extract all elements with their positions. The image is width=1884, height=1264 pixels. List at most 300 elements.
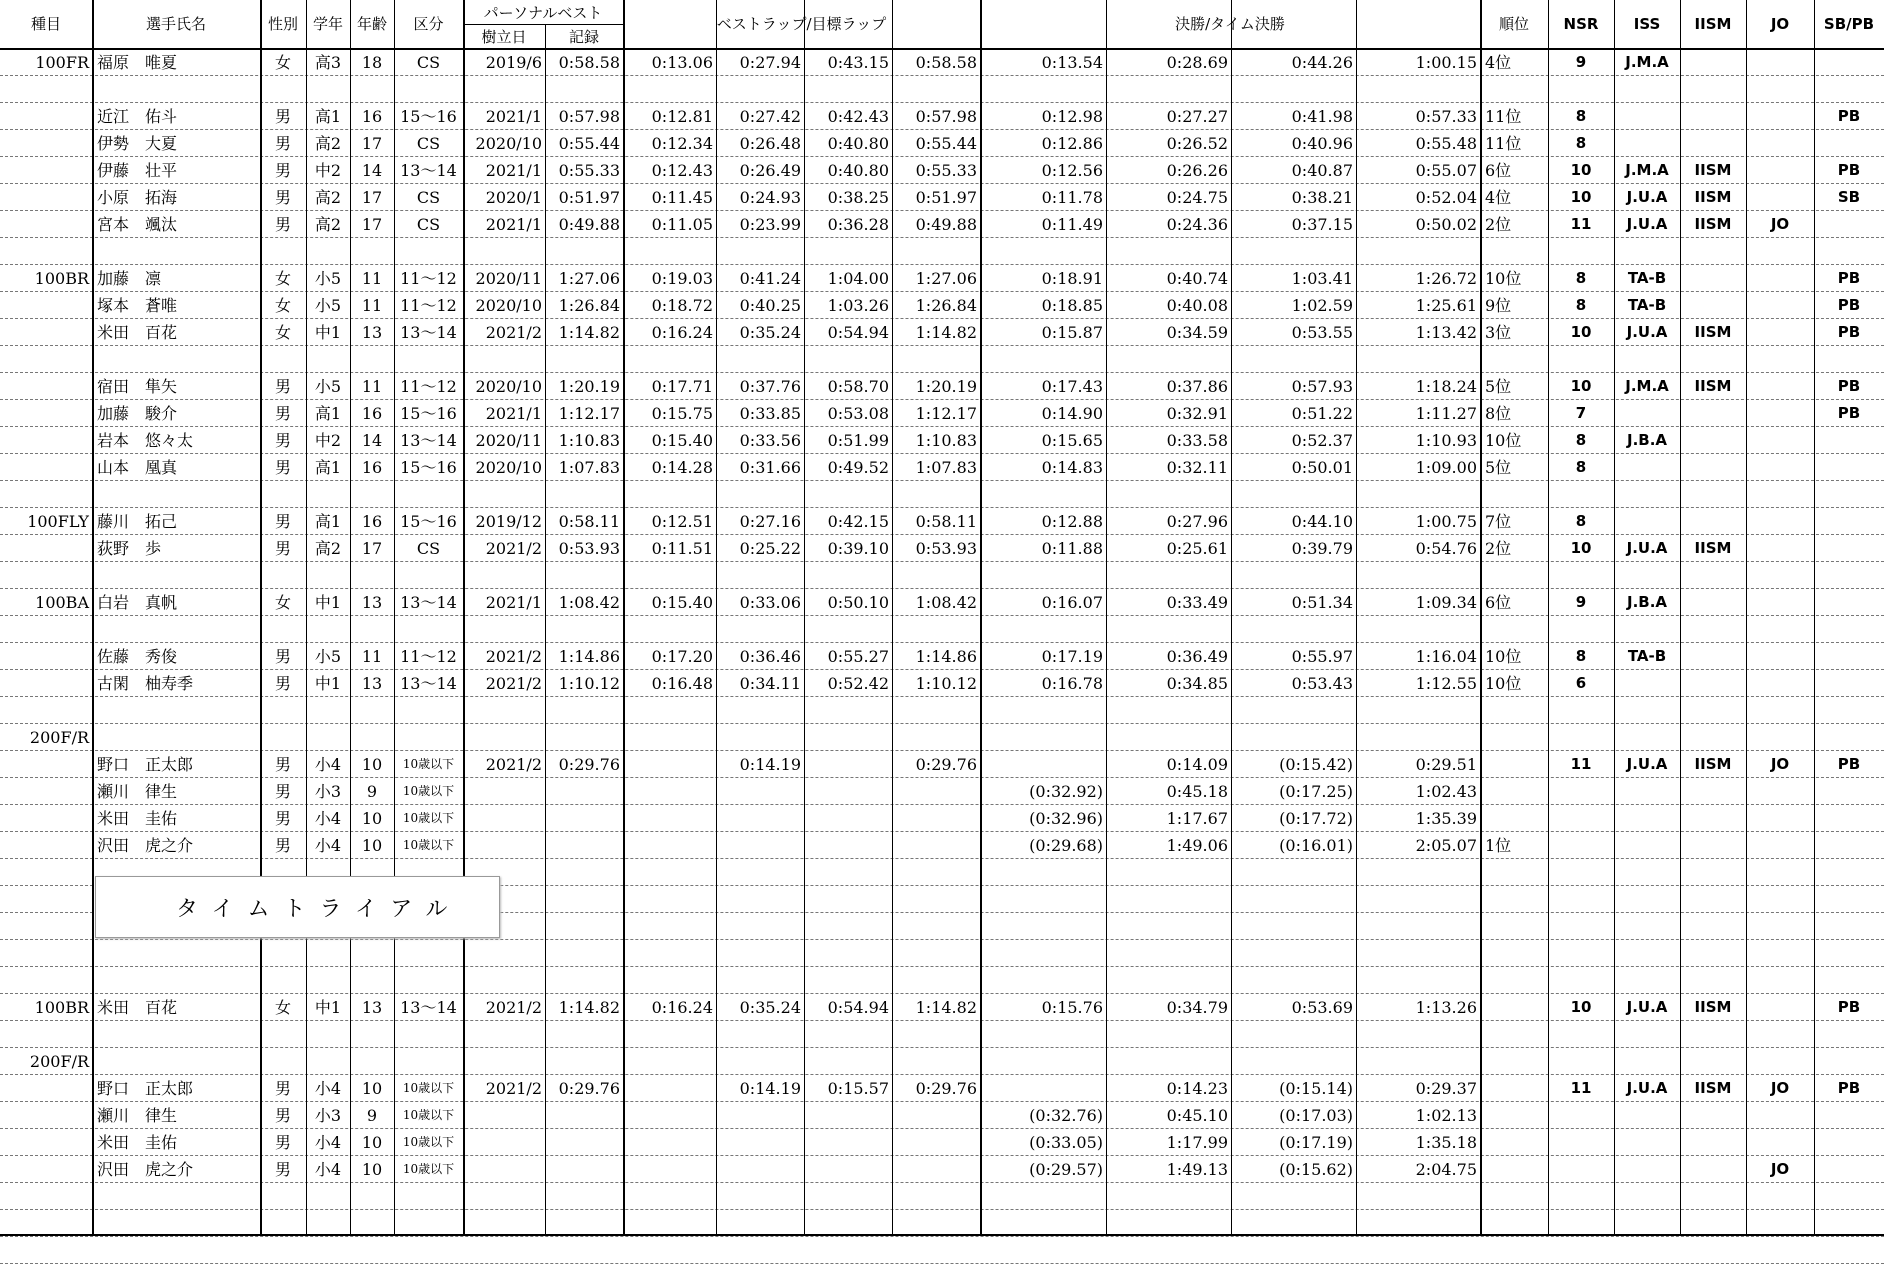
cell-pb-date: 2020/10 — [475, 134, 542, 153]
cell-category: 10歳以下 — [402, 838, 455, 852]
cell-iism: IISM — [1694, 539, 1732, 557]
table-row — [0, 724, 1884, 751]
cell-event — [0, 751, 92, 778]
cell-final-3: 0:53.69 — [1291, 998, 1353, 1017]
cell-jo — [1746, 130, 1814, 157]
cell-jo — [1746, 265, 1814, 292]
cell-name: 小原 拓海 — [97, 188, 178, 207]
cell-nsr — [1548, 805, 1614, 832]
cell-iss: J.M.A — [1625, 53, 1669, 71]
cell-sbpb — [1814, 1129, 1884, 1156]
cell-lap-1 — [623, 1156, 716, 1183]
cell-sex: 男 — [274, 107, 291, 126]
cell-lap-3: 0:40.80 — [827, 134, 889, 153]
cell-sbpb — [1814, 130, 1884, 157]
cell-final-3: 0:41.98 — [1291, 107, 1353, 126]
cell-name: 佐藤 秀俊 — [97, 647, 178, 666]
cell-grade: 高1 — [314, 512, 342, 531]
cell-lap-2: 0:31.66 — [739, 458, 801, 477]
cell-iss — [1614, 454, 1680, 481]
cell-final-2: 0:37.86 — [1166, 377, 1228, 396]
cell-name: 米田 圭佑 — [97, 809, 178, 828]
cell-final-2: 0:33.58 — [1166, 431, 1228, 450]
cell-rank: 2位 — [1485, 215, 1512, 234]
cell-sex: 男 — [274, 215, 291, 234]
cell-grade: 小4 — [314, 1079, 342, 1098]
cell-age: 10 — [361, 809, 383, 828]
cell-final-1: 0:15.76 — [1041, 998, 1103, 1017]
cell-final-2: 0:14.23 — [1166, 1079, 1228, 1098]
cell-final-3: (0:17.72) — [1279, 809, 1353, 828]
cell-age: 10 — [361, 755, 383, 774]
cell-lap-4: 1:26.84 — [915, 296, 977, 315]
cell-name: 藤川 拓己 — [97, 512, 178, 531]
cell-lap-4: 1:07.83 — [915, 458, 977, 477]
cell-lap-4: 0:29.76 — [915, 755, 977, 774]
cell-lap-3 — [804, 778, 892, 805]
cell-final-4: 0:57.33 — [1415, 107, 1477, 126]
cell-grade: 中1 — [314, 998, 342, 1017]
cell-sex: 男 — [274, 404, 291, 423]
table-row — [0, 1075, 1884, 1102]
cell-rank: 5位 — [1485, 377, 1512, 396]
cell-lap-3: 0:51.99 — [827, 431, 889, 450]
column-divider — [350, 0, 351, 1236]
column-divider — [1356, 0, 1357, 1236]
cell-final-4: 0:54.76 — [1415, 539, 1477, 558]
cell-nsr: 11 — [1570, 215, 1592, 233]
cell-final-1: 0:16.07 — [1041, 593, 1103, 612]
cell-name: 福原 唯夏 — [97, 53, 178, 72]
cell-rank — [1480, 1102, 1548, 1129]
cell-rank: 8位 — [1485, 404, 1512, 423]
cell-iism — [1680, 643, 1746, 670]
cell-grade: 中1 — [314, 674, 342, 693]
cell-nsr: 8 — [1575, 647, 1587, 665]
cell-lap-1: 0:12.34 — [651, 134, 713, 153]
table-row — [0, 832, 1884, 859]
cell-grade: 中2 — [314, 161, 342, 180]
cell-final-1: 0:12.86 — [1041, 134, 1103, 153]
cell-lap-1: 0:16.24 — [651, 323, 713, 342]
cell-rank — [1480, 1156, 1548, 1183]
cell-final-2: 0:32.91 — [1166, 404, 1228, 423]
table-row — [0, 967, 1884, 994]
cell-rank — [1480, 751, 1548, 778]
cell-lap-1: 0:14.28 — [651, 458, 713, 477]
cell-event — [0, 427, 92, 454]
cell-lap-1: 0:16.24 — [651, 998, 713, 1017]
cell-final-1: (0:29.68) — [1029, 836, 1103, 855]
cell-lap-3: 0:52.42 — [827, 674, 889, 693]
cell-lap-3: 0:42.43 — [827, 107, 889, 126]
cell-name: 米田 圭佑 — [97, 1133, 178, 1152]
cell-final-4: 1:02.43 — [1415, 782, 1477, 801]
cell-category: 10歳以下 — [402, 1108, 455, 1122]
cell-final-3: 0:53.55 — [1291, 323, 1353, 342]
table-row — [0, 778, 1884, 805]
header-event: 種目 — [30, 15, 61, 33]
cell-sex: 男 — [274, 1079, 291, 1098]
cell-sex: 女 — [274, 323, 291, 342]
cell-age: 17 — [361, 134, 383, 153]
cell-event — [0, 643, 92, 670]
header-sex: 性別 — [267, 15, 298, 33]
cell-lap-3: 0:55.27 — [827, 647, 889, 666]
cell-age: 18 — [361, 53, 383, 72]
cell-sex: 男 — [274, 836, 291, 855]
cell-lap-1 — [623, 1129, 716, 1156]
cell-iism — [1680, 427, 1746, 454]
cell-grade: 小5 — [314, 647, 342, 666]
cell-sbpb: PB — [1837, 296, 1861, 314]
cell-name: 野口 正太郎 — [97, 755, 194, 774]
cell-pb-record: 1:10.12 — [558, 674, 620, 693]
cell-sbpb — [1814, 589, 1884, 616]
cell-sbpb — [1814, 211, 1884, 238]
cell-final-4: 1:26.72 — [1415, 269, 1477, 288]
cell-final-4: 0:55.48 — [1415, 134, 1477, 153]
cell-final-2: 0:27.96 — [1166, 512, 1228, 531]
cell-sbpb: SB — [1837, 188, 1861, 206]
table-row — [0, 643, 1884, 670]
cell-sbpb — [1814, 454, 1884, 481]
cell-lap-1: 0:12.43 — [651, 161, 713, 180]
cell-sex: 男 — [274, 1133, 291, 1152]
cell-grade: 高2 — [314, 215, 342, 234]
cell-event — [0, 157, 92, 184]
cell-iism: IISM — [1694, 1079, 1732, 1097]
cell-pb-date: 2020/10 — [475, 377, 542, 396]
cell-rank: 10位 — [1485, 674, 1522, 693]
table-row — [0, 103, 1884, 130]
cell-jo — [1746, 103, 1814, 130]
header-pb-record: 記録 — [545, 24, 623, 49]
cell-iism: IISM — [1694, 998, 1732, 1016]
cell-lap-3 — [804, 832, 892, 859]
cell-iss — [1614, 778, 1680, 805]
cell-lap-2: 0:35.24 — [739, 998, 801, 1017]
cell-category: CS — [416, 215, 441, 234]
cell-final-3: (0:15.42) — [1279, 755, 1353, 774]
cell-jo — [1746, 805, 1814, 832]
cell-event: 100BA — [35, 593, 89, 612]
cell-lap-4: 1:12.17 — [915, 404, 977, 423]
time-trial-label-box — [95, 876, 500, 938]
cell-final-4: 1:02.13 — [1415, 1106, 1477, 1125]
cell-lap-2: 0:27.16 — [739, 512, 801, 531]
cell-pb-date: 2021/1 — [485, 404, 542, 423]
cell-lap-4: 0:29.76 — [915, 1079, 977, 1098]
table-row — [0, 616, 1884, 643]
column-divider — [260, 0, 262, 1236]
cell-pb-record: 0:55.44 — [558, 134, 620, 153]
cell-final-3: 0:44.26 — [1291, 53, 1353, 72]
cell-final-3: (0:15.62) — [1279, 1160, 1353, 1179]
table-row — [0, 373, 1884, 400]
cell-lap-2: 0:33.85 — [739, 404, 801, 423]
cell-iss — [1614, 103, 1680, 130]
cell-lap-3: 0:39.10 — [827, 539, 889, 558]
cell-category: CS — [416, 53, 441, 72]
column-divider — [1680, 0, 1681, 1236]
cell-age: 10 — [361, 1160, 383, 1179]
cell-rank: 2位 — [1485, 539, 1512, 558]
cell-grade: 小4 — [314, 809, 342, 828]
cell-pb-date: 2021/1 — [485, 593, 542, 612]
table-row — [0, 940, 1884, 967]
cell-nsr: 8 — [1575, 269, 1587, 287]
cell-sex: 女 — [274, 296, 291, 315]
cell-final-3: 0:53.43 — [1291, 674, 1353, 693]
cell-iism — [1680, 103, 1746, 130]
cell-jo — [1746, 994, 1814, 1021]
cell-age: 16 — [361, 404, 383, 423]
cell-name: 伊藤 壮平 — [97, 161, 178, 180]
cell-nsr: 10 — [1570, 161, 1592, 179]
cell-jo: JO — [1770, 1160, 1790, 1178]
cell-final-2: 0:40.74 — [1166, 269, 1228, 288]
cell-iism — [1680, 832, 1746, 859]
cell-pb-date: 2020/1 — [485, 188, 542, 207]
cell-nsr: 10 — [1570, 998, 1592, 1016]
table-row — [0, 400, 1884, 427]
cell-lap-2 — [716, 778, 804, 805]
cell-iss — [1614, 670, 1680, 697]
cell-lap-2: 0:40.25 — [739, 296, 801, 315]
cell-lap-4: 1:14.82 — [915, 998, 977, 1017]
cell-grade: 高1 — [314, 404, 342, 423]
cell-category: CS — [416, 539, 441, 558]
cell-lap-2: 0:33.56 — [739, 431, 801, 450]
cell-grade: 小5 — [314, 296, 342, 315]
cell-final-1: (0:32.96) — [1029, 809, 1103, 828]
table-row — [0, 265, 1884, 292]
cell-sbpb: PB — [1837, 323, 1861, 341]
table-row — [0, 697, 1884, 724]
cell-final-1: 0:12.56 — [1041, 161, 1103, 180]
cell-final-3: 1:02.59 — [1291, 296, 1353, 315]
cell-lap-2 — [716, 805, 804, 832]
header-iism: IISM — [1694, 15, 1732, 33]
cell-event: 200F/R — [29, 728, 89, 747]
table-row — [0, 130, 1884, 157]
cell-category: 11～12 — [400, 269, 457, 288]
cell-nsr: 8 — [1575, 296, 1587, 314]
cell-category: 15～16 — [400, 512, 457, 531]
cell-sbpb: PB — [1837, 161, 1861, 179]
cell-lap-1: 0:12.51 — [651, 512, 713, 531]
cell-iss: TA-B — [1627, 296, 1667, 314]
cell-lap-1: 0:11.05 — [651, 215, 713, 234]
cell-final-1: 0:18.91 — [1041, 269, 1103, 288]
cell-lap-3: 0:43.15 — [827, 53, 889, 72]
cell-lap-3: 0:49.52 — [827, 458, 889, 477]
cell-grade: 高2 — [314, 188, 342, 207]
cell-jo — [1746, 319, 1814, 346]
cell-jo — [1746, 508, 1814, 535]
cell-rank: 9位 — [1485, 296, 1512, 315]
cell-iism — [1680, 805, 1746, 832]
cell-lap-2 — [716, 1156, 804, 1183]
cell-pb-record: 1:08.42 — [558, 593, 620, 612]
cell-rank — [1480, 1129, 1548, 1156]
cell-final-1: 0:16.78 — [1041, 674, 1103, 693]
cell-iss — [1614, 1102, 1680, 1129]
cell-lap-1: 0:15.40 — [651, 431, 713, 450]
cell-rank: 4位 — [1485, 53, 1512, 72]
cell-rank: 11位 — [1485, 107, 1522, 126]
cell-final-4: 0:29.37 — [1415, 1079, 1477, 1098]
cell-event — [0, 1102, 92, 1129]
cell-final-4: 1:35.18 — [1415, 1133, 1477, 1152]
cell-pb-record: 1:10.83 — [558, 431, 620, 450]
cell-iism — [1680, 1156, 1746, 1183]
cell-grade: 小4 — [314, 1160, 342, 1179]
cell-lap-3: 0:38.25 — [827, 188, 889, 207]
header-jo: JO — [1770, 15, 1790, 33]
cell-nsr: 10 — [1570, 323, 1592, 341]
cell-iism — [1680, 589, 1746, 616]
cell-final-1: 0:12.98 — [1041, 107, 1103, 126]
cell-jo — [1746, 643, 1814, 670]
cell-iism: IISM — [1694, 323, 1732, 341]
cell-iss: J.U.A — [1626, 755, 1668, 773]
column-divider — [1548, 0, 1549, 1236]
cell-jo — [1746, 832, 1814, 859]
cell-iss — [1614, 400, 1680, 427]
cell-grade: 高2 — [314, 134, 342, 153]
cell-age: 9 — [366, 1106, 378, 1125]
cell-rank: 7位 — [1485, 512, 1512, 531]
cell-final-3: (0:17.19) — [1279, 1133, 1353, 1152]
cell-category: 11～12 — [400, 296, 457, 315]
cell-iism: IISM — [1694, 161, 1732, 179]
cell-pb-date — [463, 1102, 545, 1129]
cell-lap-1: 0:11.51 — [651, 539, 713, 558]
cell-final-3: 0:40.87 — [1291, 161, 1353, 180]
cell-iss — [1614, 832, 1680, 859]
cell-name: 加藤 凛 — [97, 269, 162, 288]
table-row — [0, 535, 1884, 562]
cell-sex: 男 — [274, 458, 291, 477]
cell-age: 10 — [361, 1079, 383, 1098]
cell-event — [0, 805, 92, 832]
cell-rank: 10位 — [1485, 269, 1522, 288]
cell-final-3: 0:57.93 — [1291, 377, 1353, 396]
cell-name: 宮本 颯汰 — [97, 215, 178, 234]
cell-lap-3: 0:54.94 — [827, 323, 889, 342]
header-final: 決勝/タイム決勝 — [1175, 15, 1285, 33]
cell-final-2: 0:24.75 — [1166, 188, 1228, 207]
cell-lap-1: 0:15.40 — [651, 593, 713, 612]
cell-event: 100BR — [34, 998, 89, 1017]
table-row — [0, 157, 1884, 184]
cell-age: 13 — [361, 998, 383, 1017]
cell-nsr: 7 — [1575, 404, 1587, 422]
cell-pb-record — [545, 1102, 623, 1129]
cell-final-3: 0:50.01 — [1291, 458, 1353, 477]
cell-final-4: 1:16.04 — [1415, 647, 1477, 666]
cell-nsr — [1548, 1129, 1614, 1156]
cell-category: 10歳以下 — [402, 757, 455, 771]
table-row — [0, 1021, 1884, 1048]
cell-final-3: (0:17.03) — [1279, 1106, 1353, 1125]
cell-final-2: 1:17.67 — [1166, 809, 1228, 828]
cell-pb-date: 2020/11 — [475, 431, 542, 450]
cell-name: 山本 凰真 — [97, 458, 178, 477]
cell-final-4: 1:00.75 — [1415, 512, 1477, 531]
cell-lap-2: 0:25.22 — [739, 539, 801, 558]
cell-lap-1 — [623, 1075, 716, 1102]
cell-lap-3: 0:15.57 — [827, 1079, 889, 1098]
column-divider — [1814, 0, 1815, 1236]
cell-sex: 男 — [274, 431, 291, 450]
cell-lap-2: 0:37.76 — [739, 377, 801, 396]
cell-final-1 — [980, 1075, 1106, 1102]
cell-jo — [1746, 778, 1814, 805]
cell-lap-1: 0:13.06 — [651, 53, 713, 72]
cell-nsr: 11 — [1570, 755, 1592, 773]
cell-name: 沢田 虎之介 — [97, 836, 194, 855]
cell-final-2: 0:24.36 — [1166, 215, 1228, 234]
cell-pb-date: 2019/6 — [485, 53, 542, 72]
cell-age: 16 — [361, 512, 383, 531]
table-row — [0, 211, 1884, 238]
cell-event — [0, 103, 92, 130]
cell-sex: 男 — [274, 377, 291, 396]
cell-final-2: 0:14.09 — [1166, 755, 1228, 774]
cell-sbpb — [1814, 427, 1884, 454]
cell-sbpb: PB — [1837, 755, 1861, 773]
cell-grade: 高1 — [314, 107, 342, 126]
cell-nsr: 6 — [1575, 674, 1587, 692]
cell-name: 白岩 真帆 — [97, 593, 178, 612]
table-row — [0, 184, 1884, 211]
cell-age: 11 — [361, 269, 383, 288]
cell-event — [0, 319, 92, 346]
column-divider — [306, 0, 307, 1236]
cell-final-4: 1:09.34 — [1415, 593, 1477, 612]
cell-final-2: 0:33.49 — [1166, 593, 1228, 612]
cell-sex: 女 — [274, 593, 291, 612]
cell-final-2: 0:32.11 — [1166, 458, 1228, 477]
cell-final-2: 0:36.49 — [1166, 647, 1228, 666]
table-row — [0, 508, 1884, 535]
cell-lap-4: 0:57.98 — [915, 107, 977, 126]
cell-lap-3: 1:04.00 — [827, 269, 889, 288]
cell-jo: JO — [1770, 1079, 1790, 1097]
cell-grade: 中2 — [314, 431, 342, 450]
cell-iss — [1614, 1129, 1680, 1156]
cell-pb-date: 2021/2 — [485, 998, 542, 1017]
cell-final-1: 0:14.90 — [1041, 404, 1103, 423]
cell-lap-2: 0:27.94 — [739, 53, 801, 72]
cell-sex: 男 — [274, 809, 291, 828]
cell-iism — [1680, 130, 1746, 157]
cell-sbpb — [1814, 1156, 1884, 1183]
cell-name: 瀬川 律生 — [97, 1106, 178, 1125]
cell-lap-2: 0:26.48 — [739, 134, 801, 153]
cell-event: 100BR — [34, 269, 89, 288]
cell-sbpb: PB — [1837, 998, 1861, 1016]
cell-pb-record: 0:49.88 — [558, 215, 620, 234]
cell-sbpb — [1814, 49, 1884, 76]
cell-pb-record: 0:58.11 — [558, 512, 620, 531]
cell-event — [0, 1129, 92, 1156]
cell-final-1: 0:17.43 — [1041, 377, 1103, 396]
cell-pb-record: 1:27.06 — [558, 269, 620, 288]
